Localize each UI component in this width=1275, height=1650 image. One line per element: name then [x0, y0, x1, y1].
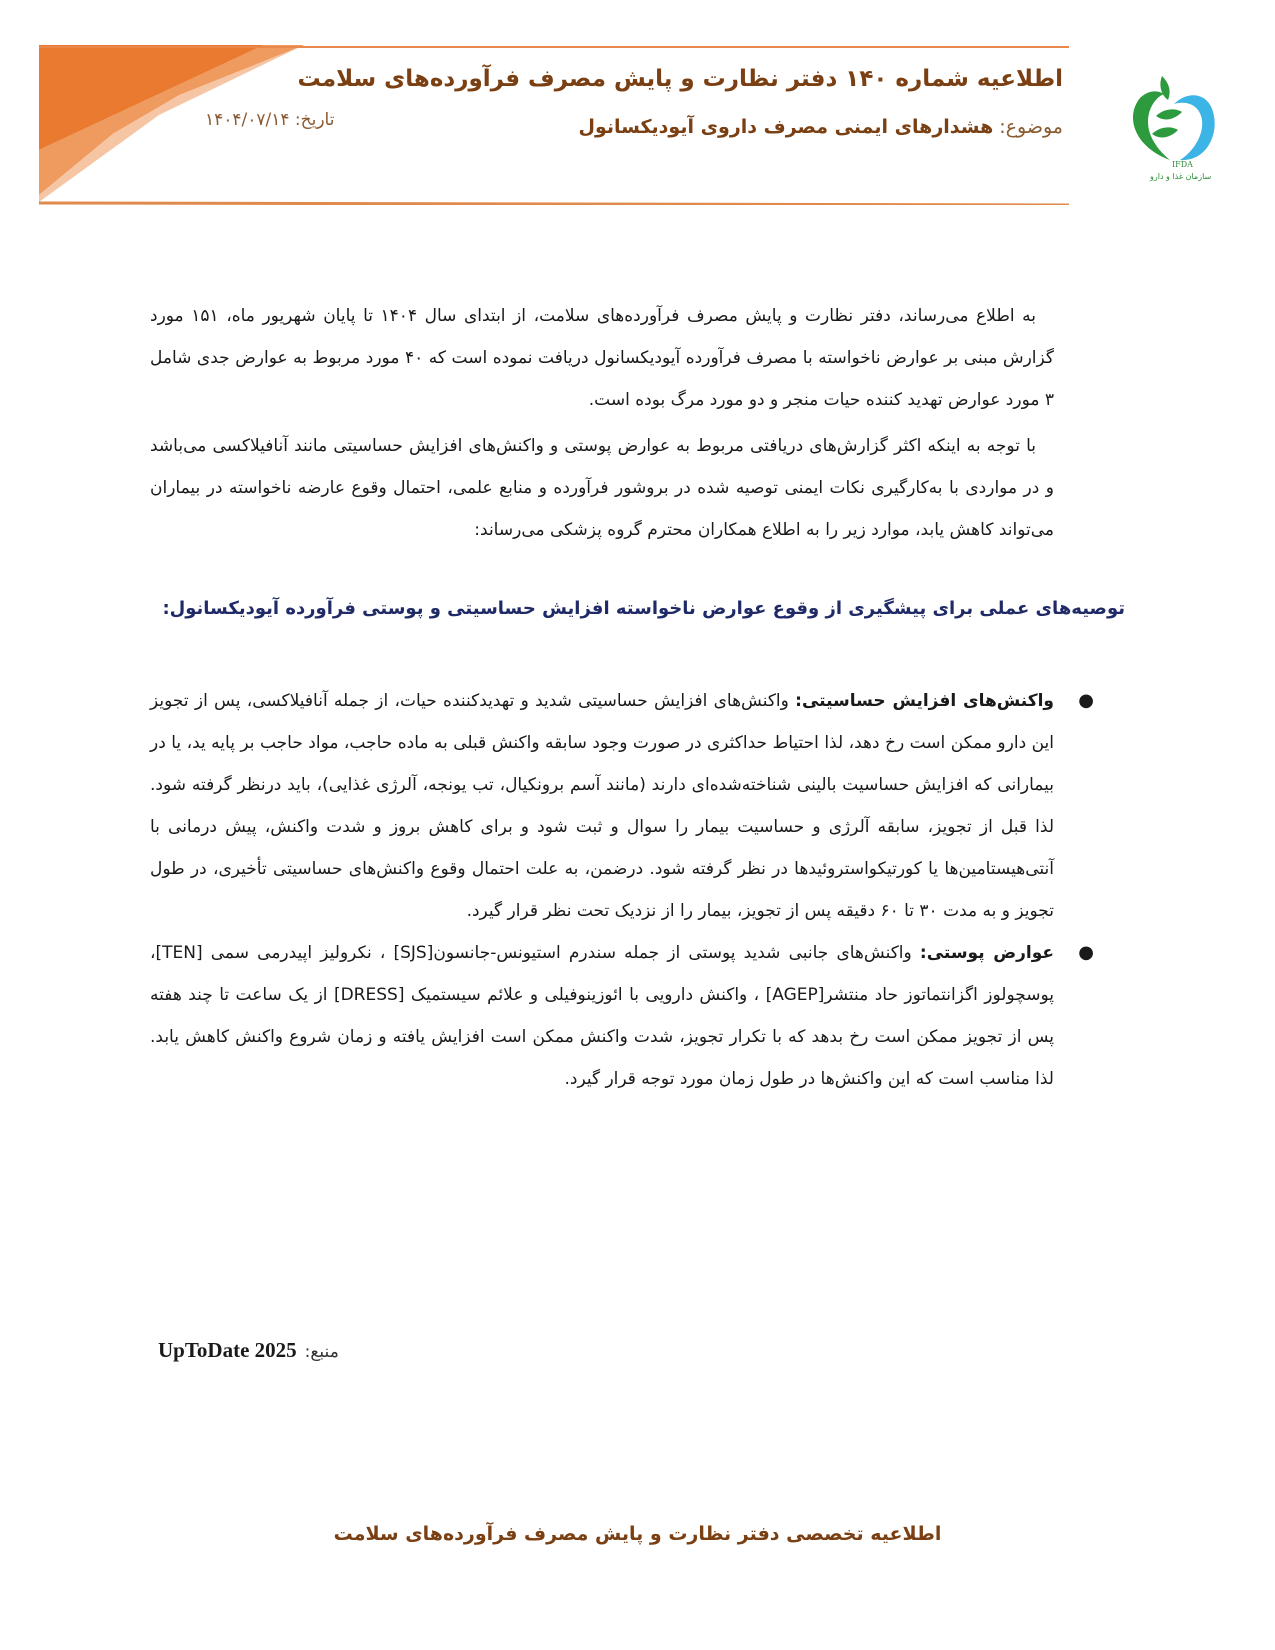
list-item-title: واکنش‌های افزایش حساسیتی: [795, 691, 1054, 711]
bullet-icon: ● [1078, 690, 1094, 711]
header-bottom-rule [39, 203, 1069, 205]
date-value: ۱۴۰۴/۰۷/۱۴ [205, 110, 290, 130]
date-line [205, 110, 334, 130]
source-value: UpToDate 2025 [158, 1338, 297, 1362]
page-title: اطلاعیه شماره ۱۴۰ دفتر نظارت و پایش مصرف فرآورده‌های سلامت [297, 66, 1063, 92]
footer-text: اطلاعیه تخصصی دفتر نظارت و پایش مصرف فرآورده‌های سلامت [333, 1523, 942, 1545]
logo-caption-en: IFDA [1172, 160, 1193, 169]
source-label: منبع: [304, 1342, 339, 1362]
intro-paragraph [150, 295, 1054, 421]
logo-caption-fa: سازمان غذا و دارو [1150, 172, 1212, 181]
paragraph-1: به اطلاع می‌رساند، دفتر نظارت و پایش مصرف فرآورده‌های سلامت، از ابتدای سال ۱۴۰۴ تا پایان شهریور ماه، ۱۵۱ مورد گزارش مبنی بر عوارض ناخواسته با مصرف فرآورده آیودیکسانول دریافت نموده است که ۴۰ مورد مربوط به عوارض جدی شامل ۳ مورد عوارض تهدید کننده حیات منجر و دو مورد مرگ بوده است. [150, 306, 1054, 410]
context-paragraph [150, 425, 1054, 551]
bullet-icon: ● [1078, 942, 1094, 963]
subject-label: موضوع: [993, 116, 1063, 138]
section-heading: توصیه‌های عملی برای پیشگیری از وقوع عوارض ناخواسته افزایش حساسیتی و پوستی فرآورده آیودیکسانول: [162, 598, 1125, 619]
subject-line [578, 116, 1063, 138]
source-line [158, 1338, 339, 1363]
subject-value: هشدارهای ایمنی مصرف داروی آیودیکسانول [578, 116, 994, 138]
list-item-skin-reactions [150, 932, 1094, 1100]
list-item-title: عوارض پوستی: [919, 943, 1055, 963]
list-item-hypersensitivity [150, 680, 1094, 932]
list-item-text: واکنش‌های افزایش حساسیتی شدید و تهدیدکننده حیات، از جمله آنافیلاکسی، پس از تجویز این دارو ممکن است رخ دهد، لذا احتیاط حداکثری در صورت وجود سابقه واکنش قبلی به ماده حاجب، مواد حاجب بر پایه ید، یا در بیمارانی که افزایش حساسیت بالینی شناخته‌شده‌ای دارند (مانند آسم برونکیال، تب یونجه، آلرژی غذایی)، باید درنظر گرفته شود. لذا قبل از تجویز، سابقه آلرژی و حساسیت بیمار را سوال و ثبت شود و برای کاهش بروز و شدت واکنش، پیش درمانی با آنتی‌هیستامین‌ها یا کورتیکواستروئیدها در نظر گرفته شود. درضمن، به علت احتمال وقوع واکنش‌های حساسیتی تأخیری، در طول تجویز و به مدت ۳۰ تا ۶۰ دقیقه پس از تجویز، بیمار را از نزدیک تحت نظر قرار گیرد. [150, 691, 1054, 921]
recommendations-list [150, 680, 1094, 1100]
list-item-text: واکنش‌های جانبی شدید پوستی از جمله سندرم استیونس-جانسون[SJS] ، نکرولیز اپیدرمی سمی [TEN]، پوسچولوز اگزانتماتوز حاد منتشر[AGEP] ، واکنش دارویی با ائوزینوفیلی و علائم سیستمیک [DRESS] از یک ساعت تا چند هفته پس از تجویز ممکن است رخ بدهد که با تکرار تجویز، شدت واکنش ممکن است افزایش یافته و زمان شروع واکنش کاهش یابد. لذا مناسب است که این واکنش‌ها در طول زمان مورد توجه قرار گیرد. [150, 943, 1054, 1089]
paragraph-2: با توجه به اینکه اکثر گزارش‌های دریافتی مربوط به عوارض پوستی و واکنش‌های افزایش حساسیتی مانند آنافیلاکسی می‌باشد و در مواردی با به‌کارگیری نکات ایمنی توصیه شده در بروشور فرآورده و منابع علمی، احتمال وقوع عارضه ناخواسته در بیماران می‌تواند کاهش یابد، موارد زیر را به اطلاع همکاران محترم گروه پزشکی می‌رساند: [150, 436, 1054, 540]
date-label: تاریخ: [289, 110, 335, 130]
